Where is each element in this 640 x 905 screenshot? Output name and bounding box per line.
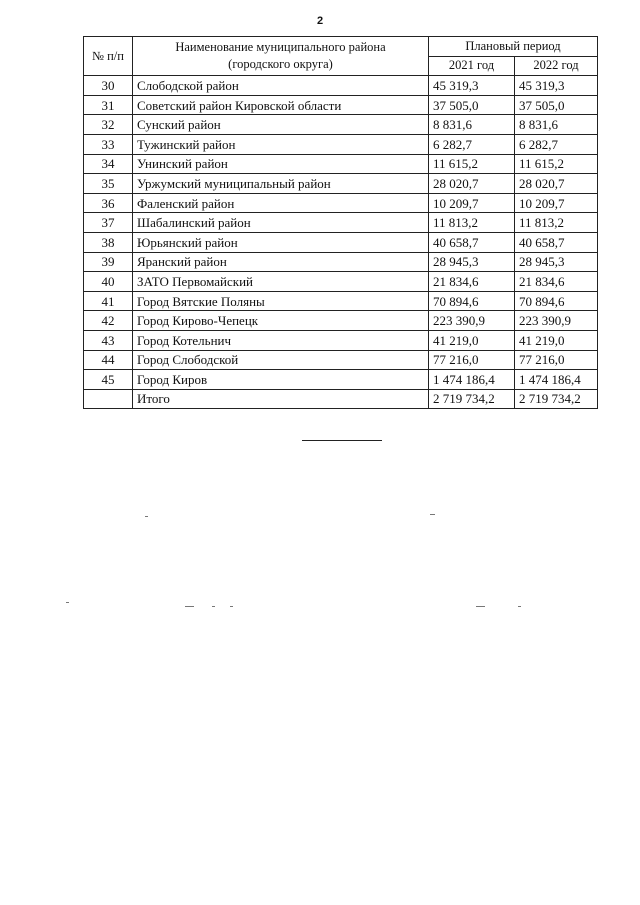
table-row bbox=[84, 272, 598, 292]
row-number: 43 bbox=[84, 330, 133, 350]
district-name: ЗАТО Первомайский bbox=[133, 272, 429, 292]
district-name: Уржумский муниципальный район bbox=[133, 174, 429, 194]
table-row bbox=[84, 311, 598, 331]
district-name: Сунский район bbox=[133, 115, 429, 135]
row-number: 34 bbox=[84, 154, 133, 174]
table-row bbox=[84, 154, 598, 174]
district-name: Юрьянский район bbox=[133, 232, 429, 252]
header-name bbox=[133, 37, 429, 76]
table-row bbox=[84, 291, 598, 311]
table-row bbox=[84, 213, 598, 233]
value-2021: 1 474 186,4 bbox=[429, 370, 515, 390]
value-2022: 40 658,7 bbox=[515, 232, 598, 252]
scan-speck bbox=[518, 606, 521, 607]
header-year-2022: 2022 год bbox=[515, 56, 598, 76]
value-2021: 11 813,2 bbox=[429, 213, 515, 233]
scan-speck bbox=[212, 606, 215, 607]
value-2021: 8 831,6 bbox=[429, 115, 515, 135]
row-number: 40 bbox=[84, 272, 133, 292]
value-2022: 41 219,0 bbox=[515, 330, 598, 350]
value-2022: 21 834,6 bbox=[515, 272, 598, 292]
row-number: 31 bbox=[84, 95, 133, 115]
header-name-line2: (городского округа) bbox=[228, 57, 333, 72]
row-number: 41 bbox=[84, 291, 133, 311]
district-name: Город Вятские Поляны bbox=[133, 291, 429, 311]
value-2022: 28 945,3 bbox=[515, 252, 598, 272]
header-number: № п/п bbox=[84, 37, 133, 76]
row-number: 33 bbox=[84, 134, 133, 154]
district-name: Фаленский район bbox=[133, 193, 429, 213]
row-number: 32 bbox=[84, 115, 133, 135]
value-2022: 8 831,6 bbox=[515, 115, 598, 135]
row-number: 35 bbox=[84, 174, 133, 194]
row-number: 44 bbox=[84, 350, 133, 370]
scan-speck bbox=[66, 602, 69, 603]
separator-line bbox=[302, 440, 382, 441]
value-2021: 70 894,6 bbox=[429, 291, 515, 311]
value-2021: 2 719 734,2 bbox=[429, 389, 515, 409]
value-2021: 28 020,7 bbox=[429, 174, 515, 194]
value-2022: 223 390,9 bbox=[515, 311, 598, 331]
table-row bbox=[84, 232, 598, 252]
table-body bbox=[84, 76, 598, 409]
table-row bbox=[84, 174, 598, 194]
value-2021: 28 945,3 bbox=[429, 252, 515, 272]
table-row bbox=[84, 115, 598, 135]
district-name: Город Котельнич bbox=[133, 330, 429, 350]
header-period: Плановый период bbox=[429, 37, 598, 57]
table-row bbox=[84, 76, 598, 96]
value-2022: 45 319,3 bbox=[515, 76, 598, 96]
district-name: Слободской район bbox=[133, 76, 429, 96]
scan-speck bbox=[430, 514, 435, 515]
value-2021: 10 209,7 bbox=[429, 193, 515, 213]
scan-speck bbox=[185, 606, 194, 607]
value-2022: 2 719 734,2 bbox=[515, 389, 598, 409]
district-name: Итого bbox=[133, 389, 429, 409]
header-name-line1: Наименование муниципального района bbox=[175, 40, 386, 55]
table-row bbox=[84, 370, 598, 390]
row-number: 45 bbox=[84, 370, 133, 390]
value-2022: 10 209,7 bbox=[515, 193, 598, 213]
header-year-2021: 2021 год bbox=[429, 56, 515, 76]
value-2022: 28 020,7 bbox=[515, 174, 598, 194]
district-name: Яранский район bbox=[133, 252, 429, 272]
row-number: 39 bbox=[84, 252, 133, 272]
table-row bbox=[84, 330, 598, 350]
table-row bbox=[84, 350, 598, 370]
table-row bbox=[84, 193, 598, 213]
row-number: 37 bbox=[84, 213, 133, 233]
row-number: 36 bbox=[84, 193, 133, 213]
district-name: Унинский район bbox=[133, 154, 429, 174]
row-number: 42 bbox=[84, 311, 133, 331]
district-name: Город Слободской bbox=[133, 350, 429, 370]
budget-table bbox=[83, 36, 598, 409]
scan-speck bbox=[145, 516, 148, 517]
value-2022: 6 282,7 bbox=[515, 134, 598, 154]
value-2021: 40 658,7 bbox=[429, 232, 515, 252]
row-number bbox=[84, 389, 133, 409]
value-2021: 45 319,3 bbox=[429, 76, 515, 96]
value-2021: 37 505,0 bbox=[429, 95, 515, 115]
value-2021: 223 390,9 bbox=[429, 311, 515, 331]
value-2022: 37 505,0 bbox=[515, 95, 598, 115]
value-2021: 6 282,7 bbox=[429, 134, 515, 154]
row-number: 30 bbox=[84, 76, 133, 96]
table-row bbox=[84, 134, 598, 154]
district-name: Город Кирово-Чепецк bbox=[133, 311, 429, 331]
value-2022: 77 216,0 bbox=[515, 350, 598, 370]
value-2022: 11 615,2 bbox=[515, 154, 598, 174]
district-name: Шабалинский район bbox=[133, 213, 429, 233]
table-row bbox=[84, 252, 598, 272]
page-number: 2 bbox=[316, 15, 324, 27]
scan-speck bbox=[230, 606, 233, 607]
value-2021: 41 219,0 bbox=[429, 330, 515, 350]
value-2022: 1 474 186,4 bbox=[515, 370, 598, 390]
value-2022: 70 894,6 bbox=[515, 291, 598, 311]
value-2021: 11 615,2 bbox=[429, 154, 515, 174]
total-row bbox=[84, 389, 598, 409]
value-2021: 77 216,0 bbox=[429, 350, 515, 370]
value-2021: 21 834,6 bbox=[429, 272, 515, 292]
table-row bbox=[84, 95, 598, 115]
table-header-row bbox=[84, 37, 598, 57]
district-name: Тужинский район bbox=[133, 134, 429, 154]
scan-speck bbox=[476, 606, 485, 607]
row-number: 38 bbox=[84, 232, 133, 252]
district-name: Советский район Кировской области bbox=[133, 95, 429, 115]
value-2022: 11 813,2 bbox=[515, 213, 598, 233]
district-name: Город Киров bbox=[133, 370, 429, 390]
